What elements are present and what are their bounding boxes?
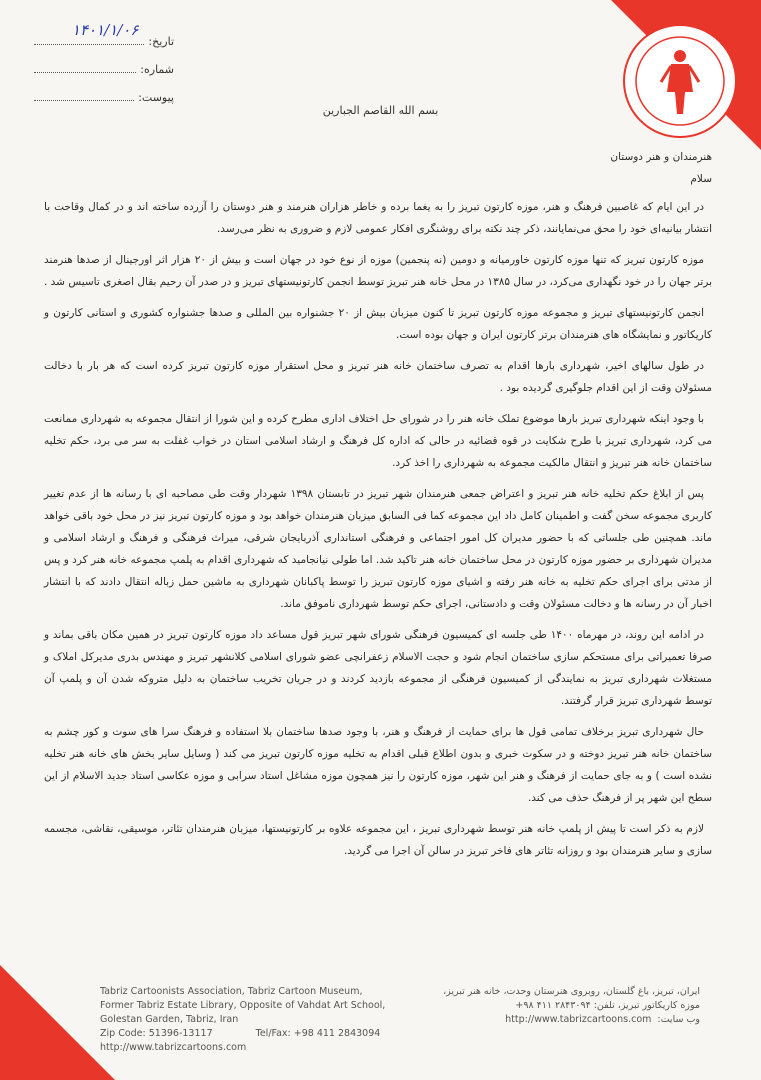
letter-meta (34, 21, 174, 112)
footer-zip: Zip Code: 51396-13117 (100, 1028, 213, 1039)
paragraph: در ادامه این روند، در مهرماه ۱۴۰۰ طی جلسه ای کمیسیون فرهنگی شورای شهر تبریز قول مساعد داد موزه کارتون تبریز در همین مکان باقی بماند و صرفا تعمیراتی برای مستحکم سازی ساختمان انجام شود و حجت الاسلام زعفرانچی عضو شورای اسلامی کلانشهر تبریز و مهندس بدری مدیرکل املاک و مستغلات شهرداری تبریز به نمایندگی از کمیسیون فرهنگی از مجموعه بازدید کردند و در جریان تخریب ساختمان به دلیل متروکه شدن آن و پلمپ آن توسط شهرداری تبریز قرار گرفتند. (44, 629, 712, 707)
footer-persian (400, 985, 700, 1027)
salutation-line: هنرمندان و هنر دوستان (610, 151, 712, 163)
number-row (34, 56, 174, 84)
footer-website-label: وب سایت: (657, 1014, 700, 1025)
salutation-line: سلام (690, 173, 712, 185)
paragraph: در طول سالهای اخیر، شهرداری بارها اقدام به تصرف ساختمان خانه هنر تبریز و محل استقرار موزه کارتون تبریز کرده است که هر بار با دخالت مسئولان وقت از این اقدام جلوگیری گردیده بود . (44, 360, 712, 394)
attachment-label: پیوست: (138, 91, 174, 104)
footer-telfax: Tel/Fax: +98 411 2843094 (255, 1028, 381, 1039)
footer-english (100, 985, 400, 1055)
letter-body (44, 146, 712, 871)
footer-address-line: Tabriz Cartoonists Association, Tabriz Cartoon Museum, (100, 986, 363, 997)
letterhead-footer (100, 985, 700, 1055)
footer-address-line: ایران، تبریز، باغ گلستان، روبروی هنرستان وحدت، خانه هنر تبریز، (443, 986, 700, 997)
footer-address-line: موزه کاریکاتور تبریز، تلفن: ۲۸۴۳۰۹۴ ۴۱۱ ۹۸+ (515, 1000, 700, 1011)
paragraph: حال شهرداری تبریز برخلاف تمامی قول ها برای حمایت از فرهنگ و هنر، با وجود صدها ساختمان بلا استفاده و فرهنگ سرا های سوت و کور چشم به ساختمان خانه هنر تبریز دوخته و در سکوت خبری و بدون اطلاع قبلی اقدام به تخلیه موزه کارتون تبریز می کند ( وسایل سایر بخش های خانه هنر تخلیه نشده است ) و به جای حمایت از فرهنگ و هنر این شهر، موزه کارتون را نیز همچون موزه مشاغل استاد سرابی و موزه عکاسی استاد جدید الاسلام از این سطح این شهر پر از فرهنگ حذف می کند. (44, 726, 712, 804)
number-label: شماره: (140, 63, 174, 76)
paragraph: موزه کارتون تبریز که تنها موزه کارتون خاورمیانه و دومین (نه پنجمین) موزه از نوع خود در جهان است و بیش از ۲۰ هزار اثر اورجینال از صدها هنرمند برتر جهان را در خود نگهداری می‌کرد، در سال ۱۳۸۵ در محل خانه هنر تبریز توسط انجمن کارتونیستهای تبریز و در صدر آن رحیم بقال اصغری تاسیس شد . (44, 254, 712, 288)
corner-decoration-bottom-left (0, 965, 115, 1080)
paragraph: با وجود اینکه شهرداری تبریز بارها موضوع تملک خانه هنر را در شورای حل اختلاف اداری مطرح کرده و این شورا از انتقال مجموعه به شهرداری ممانعت می کرد، شهرداری تبریز با طرح شکایت در قوه قضائیه در حالی که اداره کل فرهنگ و ارشاد اسلامی استان در خواب غفلت به سر می برد، حکم تخلیه ساختمان خانه هنر تبریز و انتقال مالکیت مجموعه به شهرداری را اخذ کرد. (44, 413, 712, 469)
footer-address-line: Golestan Garden, Tabriz, Iran (100, 1014, 239, 1025)
footer-website-link[interactable]: http://www.tabrizcartoons.com (100, 1042, 247, 1053)
date-value: ۱۴۰۱/۱/۰۶ (71, 21, 139, 39)
paragraph: لازم به ذکر است تا پیش از پلمپ خانه هنر توسط شهرداری تبریز ، این مجموعه علاوه بر کارتونیستها، میزبان هنرمندان تئاتر، موسیقی، نقاشی، مجسمه سازی و سایر هنرمندان بود و روزانه تئاتر های فاخر تبریز در سالن آن اجرا می گردید. (44, 823, 712, 857)
footer-address-line: Former Tabriz Estate Library, Opposite of Vahdat Art School, (100, 1000, 386, 1011)
date-row (34, 21, 174, 56)
paragraph: در این ایام که غاصبین فرهنگ و هنر، موزه کارتون تبریز را به یغما برده و خاطر هزاران هنرمند و هنر دوستان را آزرده ساخته اند و در کمال وقاحت با انتشار بیانیه‌ای خود را محق می‌نمایانند، ذکر چند نکته برای روشنگری افکار عمومی لازم و ضروری به نظر می‌رسد. (44, 201, 712, 235)
association-logo (621, 22, 739, 140)
basmala: بسم الله القاصم الجبارین (322, 104, 439, 117)
footer-website-link[interactable]: http://www.tabrizcartoons.com (505, 1014, 652, 1025)
paragraph: پس از ابلاغ حکم تخلیه خانه هنر تبریز و اعتراض جمعی هنرمندان شهر تبریز در تابستان ۱۳۹۸ شهردار وقت طی مصاحبه ای با رسانه ها از عدم تغییر کاربری مجموعه سخن گفت و اطمینان کامل داد این مجموعه کما فی السابق میزبان هنرمندان خواهد بود و موزه کارتون تبریز نیز در محل خود باقی خواهد ماند. همچنین طی جلساتی که با حضور مدیران کل امور اجتماعی و فرهنگی استانداری آذربایجان شرقی، میراث فرهنگی و فرهنگ و ارشاد اسلامی و مدیران شهرداری بر حضور موزه کارتون در محل ساختمان خانه هنر تاکید شد. اما طولی نیانجامید که شهرداری اقدام به پلمپ مجموعه خانه هنر کرد و پس از مدتی برای اجرای حکم تخلیه به خانه هنر رفته و اشیای موزه کارتون تبریز را توسط پاکبانان شهرداری به ماشین حمل زباله انتقال دادند که با انتشار اخبار آن در رسانه ها و دخالت مسئولان وقت و دادستانی، اجرای حکم توسط شهرداری ناموفق ماند. (44, 488, 712, 610)
date-label: تاریخ: (148, 35, 174, 48)
paragraph: انجمن کارتونیستهای تبریز و مجموعه موزه کارتون تبریز تا کنون میزبان بیش از ۲۰ جشنواره بین المللی و صدها جشنواره کشوری و استانی کارتون و کاریکاتور و نمایشگاه های هنرمندان برتر کارتون ایران و جهان بوده است. (44, 307, 712, 341)
